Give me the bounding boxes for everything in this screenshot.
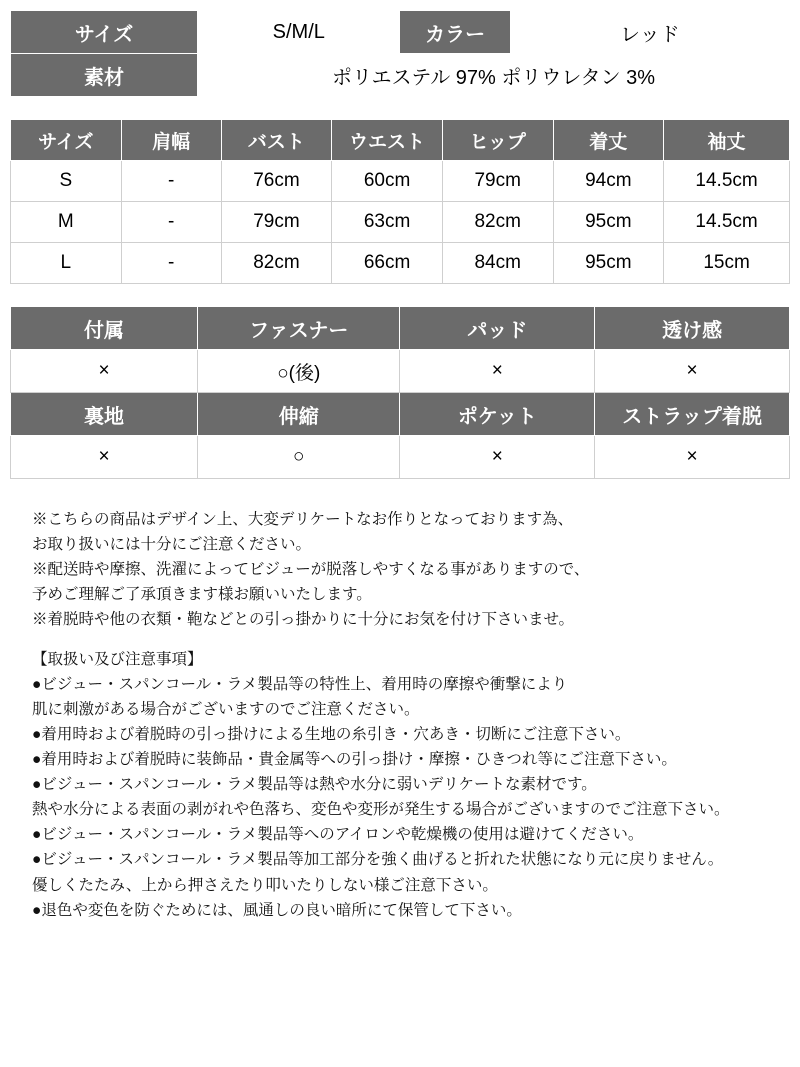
note-line: お取り扱いには十分にご注意ください。 xyxy=(32,536,312,554)
size-cell: 95cm xyxy=(553,243,664,284)
spec-summary-table xyxy=(10,10,790,97)
size-cell: - xyxy=(121,243,221,284)
size-cell: 66cm xyxy=(332,243,443,284)
table-row xyxy=(11,350,790,393)
attr-value: ○ xyxy=(198,436,400,479)
size-col-header: 着丈 xyxy=(553,120,664,161)
note-line: ●ビジュー・スパンコール・ラメ製品等加工部分を強く曲げると折れた状態になり元に戻りません。 xyxy=(32,851,724,869)
spacer xyxy=(10,284,790,306)
attr-header: パッド xyxy=(400,307,595,350)
table-row xyxy=(11,54,790,97)
spec-label-size: サイズ xyxy=(11,11,198,54)
table-row xyxy=(11,436,790,479)
note-line: ●着用時および着脱時に装飾品・貴金属等への引っ掛け・摩擦・ひきつれ等にご注意下さい。 xyxy=(32,750,677,768)
table-row xyxy=(11,243,790,284)
size-cell: 15cm xyxy=(664,243,790,284)
size-col-header: ヒップ xyxy=(442,120,553,161)
notes-block-general xyxy=(32,507,780,633)
attr-header: 伸縮 xyxy=(198,393,400,436)
attr-value: × xyxy=(400,350,595,393)
table-row xyxy=(11,202,790,243)
spec-value-color: レッド xyxy=(510,11,789,54)
attr-header: 付属 xyxy=(11,307,198,350)
note-line: 予めご理解ご了承頂きます様お願いいたします。 xyxy=(32,586,372,604)
table-header-row xyxy=(11,393,790,436)
spec-label-color: カラー xyxy=(400,11,510,54)
size-cell: 60cm xyxy=(332,161,443,202)
spec-label-material: 素材 xyxy=(11,54,198,97)
table-row xyxy=(11,161,790,202)
table-header-row xyxy=(11,307,790,350)
size-col-header: 肩幅 xyxy=(121,120,221,161)
attr-value: × xyxy=(400,436,595,479)
size-cell: 95cm xyxy=(553,202,664,243)
attr-header: 裏地 xyxy=(11,393,198,436)
note-line: ●ビジュー・スパンコール・ラメ製品等の特性上、着用時の摩擦や衝撃により xyxy=(32,675,568,693)
size-col-header: バスト xyxy=(221,120,332,161)
size-cell: - xyxy=(121,202,221,243)
note-line: ※こちらの商品はデザイン上、大変デリケートなお作りとなっております為、 xyxy=(32,511,574,528)
attr-value: × xyxy=(11,350,198,393)
note-line: ●退色や変色を防ぐためには、風通しの良い暗所にて保管して下さい。 xyxy=(32,901,522,919)
size-cell: S xyxy=(11,161,122,202)
note-line: 肌に刺激がある場合がございますのでご注意ください。 xyxy=(32,700,420,718)
size-cell: - xyxy=(121,161,221,202)
attr-value: × xyxy=(11,436,198,479)
attr-header: ストラップ着脱 xyxy=(595,393,790,436)
attr-value: × xyxy=(595,436,790,479)
size-cell: 82cm xyxy=(221,243,332,284)
spec-value-material: ポリエステル 97% ポリウレタン 3% xyxy=(198,54,790,97)
spec-value-size: S/M/L xyxy=(198,11,400,54)
size-col-header: サイズ xyxy=(11,120,122,161)
spacer xyxy=(10,97,790,119)
size-cell: 14.5cm xyxy=(664,161,790,202)
attribute-table xyxy=(10,306,790,479)
note-line: ※着脱時や他の衣類・鞄などとの引っ掛かりに十分にお気を付け下さいませ。 xyxy=(32,611,575,629)
size-cell: 14.5cm xyxy=(664,202,790,243)
note-line: ※配送時や摩擦、洗濯によってビジューが脱落しやすくなる事がありますので、 xyxy=(32,561,590,579)
table-header-row xyxy=(11,120,790,161)
size-cell: L xyxy=(11,243,122,284)
size-cell: 63cm xyxy=(332,202,443,243)
size-cell: 82cm xyxy=(442,202,553,243)
attr-header: 透け感 xyxy=(595,307,790,350)
size-cell: 79cm xyxy=(442,161,553,202)
note-line: ●ビジュー・スパンコール・ラメ製品等へのアイロンや乾燥機の使用は避けてください。 xyxy=(32,826,644,844)
note-line: 熱や水分による表面の剥がれや色落ち、変色や変形が発生する場合がございますのでご注意下さい。 xyxy=(32,801,730,819)
attr-header: ポケット xyxy=(400,393,595,436)
notes-block-caution xyxy=(32,647,780,923)
size-cell: 79cm xyxy=(221,202,332,243)
size-cell: M xyxy=(11,202,122,243)
size-col-header: ウエスト xyxy=(332,120,443,161)
note-line: 優しくたたみ、上から押さえたり叩いたりしない様ご注意下さい。 xyxy=(32,876,498,894)
size-cell: 84cm xyxy=(442,243,553,284)
attr-value: ○(後) xyxy=(198,350,400,393)
size-cell: 76cm xyxy=(221,161,332,202)
size-col-header: 袖丈 xyxy=(664,120,790,161)
note-line: ●着用時および着脱時の引っ掛けによる生地の糸引き・穴あき・切断にご注意下さい。 xyxy=(32,725,631,743)
notes-section xyxy=(32,507,780,923)
size-chart-table xyxy=(10,119,790,284)
caution-title: 【取扱い及び注意事項】 xyxy=(32,650,203,668)
note-line: ●ビジュー・スパンコール・ラメ製品等は熱や水分に弱いデリケートな素材です。 xyxy=(32,776,597,794)
attr-value: × xyxy=(595,350,790,393)
size-cell: 94cm xyxy=(553,161,664,202)
attr-header: ファスナー xyxy=(198,307,400,350)
table-row xyxy=(11,11,790,54)
